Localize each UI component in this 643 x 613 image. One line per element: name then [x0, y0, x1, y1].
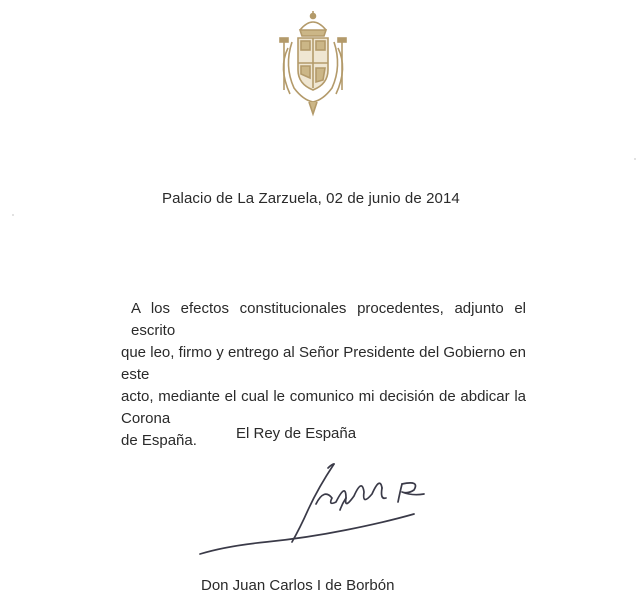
handwritten-signature-icon	[196, 458, 436, 562]
body-line: que leo, firmo y entrego al Señor Presidente del Gobierno en este	[121, 344, 526, 383]
scan-speck	[12, 214, 14, 216]
body-line: acto, mediante el cual le comunico mi decisión de abdicar la Corona	[121, 388, 526, 427]
body-line: de España.	[121, 432, 197, 449]
dateline: Palacio de La Zarzuela, 02 de junio de 2014	[162, 190, 460, 207]
closing: El Rey de España	[236, 425, 357, 442]
body-line: A los efectos constitucionales procedentes, adjunto el escrito	[131, 300, 526, 339]
signer-name: Don Juan Carlos I de Borbón	[201, 577, 395, 594]
royal-coat-of-arms-icon	[270, 8, 356, 118]
scan-speck	[634, 158, 636, 160]
